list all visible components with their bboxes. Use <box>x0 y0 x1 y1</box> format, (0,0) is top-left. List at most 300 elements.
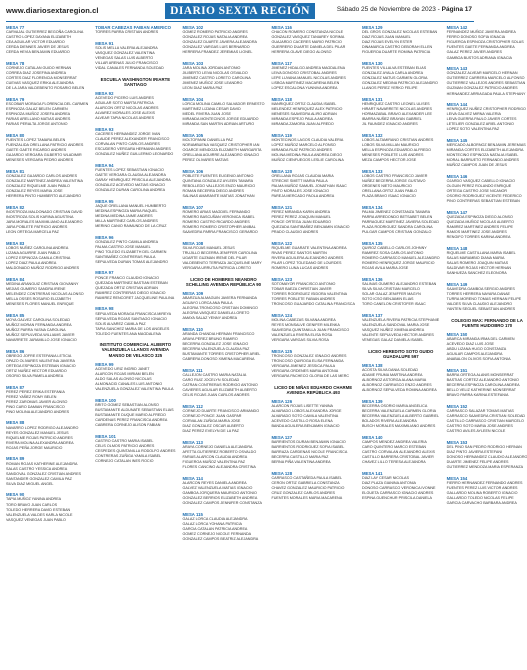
mesa-number: MESA 114 <box>182 475 203 481</box>
member-name: REYES MONSALVE GENIFER MILENKA <box>271 322 340 327</box>
member-name: CASTILLO CARRASCO CRISTIAN MARCELO <box>446 419 524 424</box>
member-name: BUSTAMANTE DUQUE MARIO ALFREDO <box>95 412 166 417</box>
member-name: CABRERA CORNEJO ALISON FABIAN <box>95 423 161 428</box>
member-name: SALAS ROMERO JOAQUIN MATIAS <box>446 261 509 266</box>
mesa-number: MESA 124 <box>271 312 293 318</box>
member-name: FARIAS ALARCON CLAUDIA ANDREA <box>182 455 248 460</box>
member-name: FUENTES MORALES MARIA MACARENA <box>271 496 343 501</box>
member-name: QUEZADA MARTINEZ BASTIAN ESTEBAN <box>95 280 168 285</box>
member-name: MEDEL RIVERA JUAN JOSE <box>182 112 231 117</box>
member-name: CORVALAN PINTO CARLOS ANDRES <box>95 141 160 146</box>
mesa-number: MESA 123 <box>271 276 293 282</box>
member-name: DIAZ LAY CESAR NICOLAS <box>361 475 409 480</box>
mesa-number: MESA 86 <box>6 348 25 354</box>
member-name: ROMERO LUNA LUCAS ANDRES <box>271 266 329 271</box>
member-name: VERGARA URRUTIA PATRICIA LORETO <box>182 266 251 271</box>
member-name: SANHUEZA SANCHEZ ELEONORA <box>446 271 507 276</box>
member-name: RIQUELME GUARATE VALENTINA ANDREA <box>271 245 347 250</box>
member-name: GONZALEZ BERRIOS ELIZABETH ANDREA <box>182 496 258 501</box>
mesa-block <box>6 456 88 487</box>
member-name: VALENZUELA VALDES KARLA NICOLE <box>6 512 73 517</box>
member-name: CERON ORTIZ GABRIELA CONSTANZA <box>271 480 340 485</box>
member-name: FUENZALIDA ORELLANA PATRICIO ANDRES <box>6 143 84 148</box>
member-name: PEREZ PEREZ ERIKA ESTEFANIA <box>6 389 65 394</box>
member-name: DEL GROS GONZALEZ NICOLAS ESTEBAN <box>361 30 438 35</box>
member-name: ROMERO CARRASCO MANUEL ALEJANDRO <box>361 256 440 260</box>
member-name: MIRANDA MONTECINOS JORGE EDUARDO <box>182 117 259 122</box>
school-heading: LICEO HEREDITO SOTO GUIDO GUADALUPE 597 <box>368 348 434 359</box>
mesa-block <box>271 133 354 164</box>
member-name: FARIAS PERALTA JORGE ANTONIO <box>6 122 68 127</box>
member-name: REBOLLEDO VALLEJOS ENZO MAURICIO <box>182 184 256 189</box>
member-name: CALLEJON CASTRO MARIA NATALIA <box>182 372 247 377</box>
mesa-block <box>6 241 88 272</box>
member-name: VALENZUELA SANDOVAL MARIA JOSE <box>361 322 430 327</box>
member-name: LEPE LUVANA MANUEL NICOLAS ANDRES <box>271 76 346 81</box>
member-name: SALAS CASTRO YESSICA ANDREA <box>6 466 68 471</box>
mesa-block <box>6 61 88 92</box>
member-name: GALAZ PEREZ JAVIER ANDRES <box>446 50 502 55</box>
member-name: BARRA ORTEGA ALANIS MONSERRAT <box>446 372 514 377</box>
member-name: LEIVA GALVEZ MIRNA VALERIA <box>446 112 501 117</box>
mesa-block <box>271 25 354 56</box>
member-name: CORNEJO DUARTE FRANCISCO ARMANDO <box>182 408 260 413</box>
column-3 <box>183 25 265 665</box>
member-name: MENESES FLORES MANUEL ENRIQUE <box>6 302 74 307</box>
mesa-block <box>6 25 88 56</box>
mesa-block <box>95 127 175 158</box>
mesa-block <box>95 25 175 35</box>
mesa-block <box>362 241 440 272</box>
member-name: INOSTROZA SOLIS KARINA AGUSTINA <box>6 214 74 219</box>
member-name: ACOSTA SILVA DANIA SOLEDAD <box>361 367 419 372</box>
member-name: OBREGO JOFRE ESTEFANIA LETICIA <box>6 353 72 358</box>
member-name: ALVARADO SOTO CAMILA VALENTINA <box>271 414 339 418</box>
mesa-block <box>183 241 265 272</box>
mesa-block <box>95 91 175 122</box>
mesa-number: MESA 131 <box>361 96 383 102</box>
member-name: PLAZA BRAVO ISAAC IGNACIO <box>361 194 416 199</box>
member-name: SANTIBAÑEZ CONTRERAS PAULA <box>95 254 156 259</box>
member-name: JIL FAUNDEZ IGNACIO ANDRES <box>361 122 418 127</box>
member-name: FIERRO HERNANDEZ FERNANDO ANDRES <box>446 480 523 485</box>
member-name: MANRIQUEZ ORTIZ CLAUDIA ISABEL <box>271 102 337 106</box>
mesa-block <box>447 174 527 205</box>
member-name: VALENTE SEPULVEDA HECTOR ANDRES <box>361 333 434 337</box>
member-name: HENRIQUEZ NUÑEZ CRISTOPHER RODRIGO <box>446 107 526 112</box>
mesa-block <box>271 205 354 236</box>
member-name: ORELLANA AGUIRRE ALEJANDRO IGNACIO <box>182 153 260 158</box>
mesa-number: MESA 153 <box>446 439 468 445</box>
column-2 <box>95 25 175 665</box>
member-name: GONZALEZ VARGAS LUIS BERNARDO <box>182 45 250 50</box>
mesa-block <box>362 25 440 56</box>
member-name: GOMEZ ROMERO PATRICIO ANDRES <box>182 30 248 35</box>
member-name: BRAVO PARRA KARINA ESTEFANIA <box>446 393 509 398</box>
member-name: PEREZ ZAROMAS JAVIER ALONSO <box>6 399 68 404</box>
mesa-number: MESA 119 <box>271 132 292 138</box>
mesa-number: MESA 149 <box>446 281 468 287</box>
member-name: HERNANDEZ ARRIAGADA PAULA STEPHANY <box>446 91 526 96</box>
member-name: GUERRERO DUARTE DANIELA DEL PILAR <box>271 45 346 50</box>
member-name: DIAZ ROJAS JUAN MANUEL <box>361 35 411 40</box>
member-name: RIVAS PEREZ SANTOS MARTIN <box>271 250 327 255</box>
member-name: SAAVEDRA GAMBOA SERGIO ANDRES <box>446 286 515 291</box>
member-name: MARTINEZ LIZANA CESAR DAVID <box>182 107 241 112</box>
member-name: ALMONACID CANALES LUIS ANTONIO <box>95 382 163 387</box>
mesa-block <box>271 277 354 308</box>
school-heading: LICEO DE HOMBRES NEANDRO SCHILLING AVENIDA REPÚBLICA 90 <box>185 276 262 287</box>
member-name: GALVEZ VALENZUELA MATIAS IGNACIO <box>182 485 253 490</box>
mesa-block <box>271 61 354 92</box>
mesa-number: MESA 103 <box>182 60 204 66</box>
member-name: TAPIA SANCHEZ MARIA DE LOS ANGELES <box>95 326 170 331</box>
mesa-block <box>447 66 527 97</box>
member-name: RAMOS MARTINEZ JOSE ANDRES <box>446 230 507 235</box>
mesa-block <box>271 349 354 380</box>
mesa-block <box>271 169 354 200</box>
member-name: HERRERA FRANDEZ JEREMIAS LIONEL <box>182 50 253 55</box>
member-name: NORAMBUENA VASQUEZ CRISTOPHER IAN <box>182 143 260 148</box>
member-name: VENEGAS SALAS LUIS ALBERTO <box>95 55 154 60</box>
mesa-block <box>95 41 175 72</box>
member-name: BARRAZA CARDENAS NICOLE FRANCISCA <box>271 449 348 454</box>
member-name: FERNANDEZ MUÑOZ JAVIERA ANDREA <box>446 30 516 35</box>
member-name: ACEVEDO DIAZ LUIS JOSE <box>446 342 495 347</box>
mesa-number: MESA 93 <box>95 126 114 132</box>
member-name: MIRANDA ZAMORA JUAN ALFREDO <box>271 122 334 127</box>
mesa-number: MESA 106 <box>182 168 204 174</box>
member-name: MENESES POBLETE LUIS ANDRES <box>361 153 424 158</box>
mesa-number: MESA 109 <box>182 290 204 296</box>
member-name: ALARCON ROJAS MIRIAM BELEN <box>95 371 154 376</box>
member-name: MEDINA ARANGUIZ CRISTIAN GIOVANNY <box>6 281 79 286</box>
member-name: GONZALEZ AYALA CARLA ANDREA <box>361 71 424 76</box>
mesa-number: MESA 151 <box>446 367 468 373</box>
mesa-number: MESA 144 <box>446 102 468 107</box>
member-name: ESPINOZA GALAZ BELEN CARMEN <box>6 107 68 112</box>
member-name: BECERRA GONZALEZ JOSE IGNACIO <box>182 342 249 347</box>
member-name: QUEZADA ESPINOZA DIEGO ALONSO <box>446 214 513 219</box>
mesa-block <box>362 277 440 308</box>
member-name: ROJAS AVILA MARIA JOSE <box>361 266 409 271</box>
mesa-number: MESA 138 <box>361 362 383 368</box>
member-name: CORNEJO PONCE JUAN GASPAR <box>182 414 242 418</box>
member-name: HERRERA OLAVE DIEGO ALONSO <box>271 50 332 55</box>
mesa-block <box>271 471 354 502</box>
member-name: BASTIAS CORTEZ ALEJANDRO ANTONIO <box>446 378 519 383</box>
mesa-number: MESA 148 <box>446 245 468 251</box>
mesa-block <box>447 440 527 471</box>
member-name: MUÑOZ CAMPOS JUAN DE JESUS <box>446 163 507 168</box>
member-name: STRECKE SMETT MARIA PAULA <box>271 179 328 183</box>
mesa-block <box>183 97 265 128</box>
mesa-block <box>95 270 175 301</box>
mesa-number: MESA 115 <box>182 511 203 517</box>
mesa-number: MESA 128 <box>271 470 293 476</box>
mesa-number: MESA 129 <box>361 25 383 30</box>
mesa-number: MESA 91 <box>95 40 114 46</box>
member-name: LIZANA AGUIRRE JUAN PABLO <box>6 250 61 255</box>
member-name: VIDAL CANALES FERNANDA SOLEDAD <box>95 66 164 71</box>
member-name: MERCADO ALBORNOZ BENJAMIN JEREMIAS <box>446 143 526 148</box>
member-name: MUÑOZ SEPULVEDA WILLIAMS JAVIER <box>6 333 75 337</box>
member-name: PALMA MUÑOZ SAMUEL JONATHAN ISAAC <box>271 184 347 189</box>
member-name: DIAZ PLAZA GIANINA ANTONIA <box>361 480 416 485</box>
member-name: MOLINA CABEZAS SILVANA ANDREA <box>271 317 336 322</box>
member-name: CASTRO CASTRO MARIA ISABEL <box>95 438 154 443</box>
member-name: FIGUEROA DUARTE ROMINA PATRICIA <box>361 50 431 55</box>
member-name: ORDENES NIETO MAURICIO <box>361 184 412 189</box>
mesa-number: MESA 87 <box>6 384 25 390</box>
mesa-block <box>271 435 354 466</box>
member-name: JILIBERTO LEIVA NICOLAS OSVALDO <box>182 71 248 76</box>
mesa-block <box>362 205 440 236</box>
member-name: RIVERA AGUILERA ALEJANDRO ANDRES <box>271 256 344 260</box>
member-name: GONZALEZ CAMPOS JENNIFER CONSTANZA <box>182 501 262 506</box>
member-name: DE LA JARA VALDEBENITO ROSARIO BELEN <box>6 86 85 91</box>
member-name: GALAZ LORCA CLAUDIA ALEJANDRA <box>182 516 248 521</box>
school-heading: INSTITUTO COMERCIAL ALBERTO VALENZUELA LLANOS AVENIDA MANSO DE VELASCO 325 <box>99 342 172 358</box>
member-name: TAPIA MUÑOZ YANINA ANDREA <box>6 497 62 502</box>
member-name: ORELLANA ORTIZ JUAN PABLO <box>361 189 418 194</box>
member-name: GAJARDO VERGARA GILBERTO WLADIMIR <box>6 153 82 158</box>
member-name: OJARDO VASQUEZ CABELLO IGNACIO <box>446 179 516 183</box>
member-name: GUTIERREZ VALLEJOS ANDRES SEBASTIAN <box>446 81 526 86</box>
member-name: ROJAS PEÑA JORGE MAURICIO <box>6 445 63 450</box>
member-name: INOSTROZA MALDONADO CRISTIAN DAVID <box>6 209 83 214</box>
member-name: CARDENAS PEREZ FRANCISCA ANDREA <box>95 418 168 422</box>
member-name: TORRES RODRIGUEZ ISIDORA VALENTINA <box>271 291 348 296</box>
member-name: BERNA PIÑA VALENTINA ANDREA <box>271 460 331 465</box>
member-name: FUENTES PEREZ LUIS VICTOR ANDRES <box>446 485 518 490</box>
member-name: VERGARA JIMENEZ JESSICA PAULA <box>271 363 336 368</box>
member-name: CORVALAN ZUÑIGA MARIA JOSE <box>182 419 241 424</box>
mesa-block <box>6 169 88 200</box>
member-name: MIRANDA RUIZ PATRICIO ANDRES <box>271 148 332 153</box>
member-name: HENRIQUEZ CASTRO LEONEL ULISES <box>361 102 430 106</box>
mesa-block <box>95 434 175 465</box>
member-name: CUEVAS VASQUEZ ERIKA ALEJANDRA <box>6 81 74 86</box>
mesa-block <box>6 385 88 416</box>
mesa-number: MESA 125 <box>271 348 293 354</box>
member-name: DIAZ PEREZ EVELYN DE LA PAZ <box>182 429 239 434</box>
member-name: CASTRO LOPEZ DAYANA ELIZABETH <box>6 35 72 40</box>
member-name: JARA MOLINA JORDAN ANTONIO <box>182 66 241 71</box>
member-name: ABARZUA ALMAGUIN JAVIERA FERNANDA <box>182 295 258 300</box>
date-text: Sábado 25 de Noviembre de 2023 - <box>336 6 442 13</box>
member-name: CABRERA DONOSO XIMENA MACARENA <box>182 357 255 362</box>
mesa-number: MESA 105 <box>182 132 204 138</box>
member-name: LEIVA DONOSO CRISTOBAL ANDRES <box>271 71 337 76</box>
member-name: CACERES HERNANDEZ JORGE IVAN <box>95 131 161 136</box>
member-name: LOPEZ SOTO VALENTINA PAZ <box>446 127 500 132</box>
page-date <box>337 6 472 13</box>
mesa-block <box>271 241 354 272</box>
member-name: PLAZA RODRIGUEZ SANDRA CAROLINA <box>361 225 433 230</box>
member-name: TORRES POBLETE FABIAN ANDRES <box>271 297 336 302</box>
mesa-block <box>362 399 440 430</box>
member-name: DIAZ GONZALEZ OSCAR ALBERTO <box>182 424 244 429</box>
member-name: MELENDEZ HENRIQUEZ ALEX PATRICIO <box>271 107 343 112</box>
member-name: REYES GONZALEZ MANUEL JESUS <box>6 430 69 435</box>
member-name: BARRIENTOS RODRIGUEZ SOFIA ISABEL <box>271 444 345 449</box>
member-name: PONCE FRANCO CLAUDIO IGNACIO <box>95 275 159 280</box>
mesa-number: MESA 101 <box>95 433 116 439</box>
mesa-block <box>271 313 354 344</box>
member-name: SEPULVEDA MORAGA FRANCISCA MIREYA <box>95 311 172 316</box>
member-name: JAQUE ORELLANA MANUEL HUMBERTO <box>95 203 167 208</box>
school-heading: ESCUELA WASHINGTON IRIARTE SANTIAGO <box>100 76 171 87</box>
member-name: GONZALEZ GAJARDO CARLOS ANDRES <box>6 173 78 178</box>
mesa-number: MESA 102 <box>182 25 204 30</box>
member-name: ALDO SALAS ALONSO NICOLAS <box>95 376 152 381</box>
mesa-block <box>183 404 265 435</box>
member-name: VERGARA ORDENES MARIA ANTONIA <box>271 368 339 373</box>
member-name: CARVAJAL GUTIERREZ BEGOÑA CAROLINA <box>6 30 84 35</box>
mesa-number: MESA 82 <box>6 204 25 210</box>
member-name: GAMBOA BUSTOS ADRIANA IGNACIA <box>446 55 512 60</box>
member-name: GARCIA CATALAN PATRICIA ANDREA <box>182 526 248 531</box>
member-name: ACEVEDO CASTILLO ROSA ELENA <box>271 419 333 424</box>
mesa-block <box>447 368 527 399</box>
member-name: QUINTANA GONZALEZ AYLEEN TAMARA <box>182 179 254 183</box>
mesa-block <box>447 404 527 435</box>
member-name: GAMBOA JORQUERA MAURICIO ANTONIO <box>182 491 257 495</box>
member-name: LOPEZ MUÑOZ MARCELO ALFONSO <box>271 143 336 148</box>
member-name: LETELIER GONZALEZ ARIEL ANTONIO <box>446 122 514 127</box>
mesa-number: MESA 117 <box>271 60 292 66</box>
member-name: ALARCON ROJAS LISETTE YANINA <box>271 403 334 408</box>
mesa-block <box>447 332 527 363</box>
member-name: MIRANDA ESPEJO PAULA ANDREA <box>271 117 333 122</box>
member-name: GAETE GAETE RICARDO ANDRES <box>6 148 67 153</box>
member-name: BUSCH MORALES MAXIMILIANO ANDRES <box>361 424 436 429</box>
member-name: SILVA ROJAS MANUEL JESUS <box>182 245 235 250</box>
member-name: PILAR LOPEZ TOLEDANO DE LOURDES <box>271 261 342 266</box>
member-name: CASTRO AVILES AYLEEN NICOLE <box>446 429 506 434</box>
member-name: PEREZ YAÑEZ ROMY BELEN <box>6 394 57 399</box>
member-name: CAMPOS MENDEZ ANDREA VALERIA <box>361 439 427 444</box>
member-name: FUENTES VILLALVA ESTEBAN ELIAS <box>361 66 427 71</box>
member-name: CHAVEZ GONZALEZ MAURICIO PATRICIO <box>271 485 345 490</box>
member-name: ROMERO ARIAS MAGDIEL FERNANDO <box>182 209 251 214</box>
mesa-number: MESA 130 <box>361 60 383 66</box>
member-name: BECERRA OSORIO MARIA ANGELICA <box>361 403 428 408</box>
member-name: FUENTES LOPEZ SEBASTIAN IGNACIO <box>95 167 164 172</box>
member-name: GONZALEZ CAMPOS BEATRIZ ALEJANDRA <box>182 537 259 542</box>
member-name: MELENDEZ CONTRERAS NICOLAS ALONSO <box>6 291 84 296</box>
member-name: GONZALEZ DUARTE JAVIERA ALEJANDRA <box>182 40 257 45</box>
member-name: VALDES SILVA CLAUDIO ALEJANDRO <box>446 302 513 307</box>
member-name: RIQUELME ROJAS PATRICIO ANDRES <box>6 435 73 440</box>
member-name: SOTOMAYOR FRANCISCO ANTONIO <box>271 281 336 286</box>
member-name: JARA MORALES MAXIMILIANO ALEJANDRO <box>6 220 83 225</box>
member-name: ALARCON ORTIZ NICOLAS ANDRES <box>95 106 159 110</box>
member-name: ROMAN ROJAS KATHERINE ALEJANDRA <box>6 461 78 466</box>
member-name: POBLETE FUENTES EUGENIO ANTONIO <box>182 173 254 178</box>
member-name: GARCIA CARVACHO BARBARA ANDREA <box>446 501 517 506</box>
mesa-block <box>183 61 265 92</box>
member-name: HERRERA PINTO HUMBERTO ALEJANDRO <box>6 194 81 199</box>
member-name: VASQUEZ NUÑEZ XIMENA ANDREA <box>361 327 425 332</box>
member-name: ARAYA PEREZ BRUNO RAMIRO <box>182 337 238 341</box>
member-name: BUSTAMANTE ALDUNATE SEBASTIAN ELIAS <box>95 407 174 412</box>
mesa-number: MESA 143 <box>446 66 468 72</box>
mesa-number: MESA 139 <box>361 398 383 404</box>
member-name: GONZALEZ VASQUEZ TANIAREY SORIMA <box>271 35 345 40</box>
member-name: YANTEN SEGUEL SEBASTIAN ANDRES <box>446 307 516 312</box>
member-name: ACEVEDO URIZ INGRID JANET <box>95 366 150 371</box>
member-name: JIMENEZ MUÑOZ JOSE LEANDRO <box>182 81 243 86</box>
member-name: RIVERA MOLINA ALEXANDRA ANDREA <box>6 440 74 445</box>
member-name: ABARCA MIRANDA IRMA DEL CARMEN <box>446 337 515 341</box>
member-name: ALBORNOZ ASTORGA ALANA MARIA <box>361 378 427 383</box>
member-name: VILLAR ARENAS JULIO FRANCISCO <box>95 60 159 65</box>
member-name: GONZALEZ RIQUELME JUAN PABLO <box>6 184 70 189</box>
member-name: ROMERO ROMERO CRISTOPHER ANIBAL <box>182 225 256 230</box>
column-5 <box>362 25 440 665</box>
member-name: AMAYA SALAZ YENNY ANDREA <box>182 316 238 321</box>
member-name: GONZALEZ MARTINEZ ANDREA VALENTINA <box>6 179 83 183</box>
member-name: OGARCE MENDOZA ELIZABETH MARGARITA <box>182 148 262 153</box>
mesa-number: MESA 77 <box>6 25 25 30</box>
member-name: LEIVA GUERRA PAULO JAVIER CORTES <box>446 117 517 122</box>
mesa-block <box>183 291 265 322</box>
member-name: ELGUETA CARRASCO IGNACIO ANDRES <box>361 491 434 495</box>
school-heading: LICEO DE NIÑAS EDUARDO CHARME AVENIDA REPÚBLICA 493 <box>274 384 353 395</box>
member-name: GONZALEZ DURAN CAROLINA ANDREA <box>95 188 166 193</box>
member-name: FERRO DONOSO SOFIA IGNACIA <box>446 35 506 40</box>
member-name: ARANDA CHANDIA HERNAN FRANCISCO <box>182 331 255 336</box>
member-name: PINO TOLEDO ELIZABETH DEL CARMEN <box>95 249 167 254</box>
mesa-number: MESA 134 <box>361 204 383 210</box>
member-name: DONOSO HERNANDEZ CLAUDIO ALEJANDRO <box>446 455 527 460</box>
member-name: CARRASCO SAAVEDRA CRISTIAN SOLEDAD <box>446 414 526 418</box>
mesa-block <box>362 169 440 200</box>
member-name: MEDINA ESPINOZA MARIA RAQUEL <box>95 208 158 213</box>
member-name: OPAZO OLIVARES VALENTINA JAVIERA <box>6 358 75 363</box>
member-name: OSORIO RODRIGUEZ VICENTE FEDERICO <box>446 194 522 199</box>
mesa-number: MESA 122 <box>271 240 293 246</box>
member-name: MERINO CANIO RAIMUNDO DE LA CRUZ <box>95 224 167 229</box>
member-name: RAMIREZ MARTINEZ ANDRES FELIPE <box>446 225 513 230</box>
member-name: CARRASCO CASTAÑEDA PAULA ISABEL <box>271 475 343 480</box>
member-name: BECERRA VALENZUELA CARMEN GLORIA <box>361 408 437 413</box>
member-name: ALEGRIA VASQUEZ DANIELA LORETO <box>182 311 250 316</box>
member-name: DINAMARCA CASTRO DEBORAH ELLEN <box>361 45 433 50</box>
mesa-block <box>362 61 440 92</box>
member-name: CARO RUIZ JOCELYN SOLEDAD <box>182 378 240 383</box>
member-name: MEDINA MEDINA JAIME ANDRES <box>95 213 153 218</box>
member-name: LOBOS NUÑEZ CAROLINA ANDREA <box>6 245 69 250</box>
mesa-number: MESA 108 <box>182 240 204 246</box>
site-url[interactable]: www.diariosextaregion.cl <box>6 6 99 15</box>
mesa-number: MESA 85 <box>6 312 25 318</box>
mesa-block <box>183 440 265 471</box>
member-name: TOLEDO HERRERA DAVID ESTEBAN <box>6 507 71 512</box>
member-name: TOLEDO FUENTES ANA MAGDALENA <box>95 331 161 336</box>
member-name: JARA POBLETE PATRICIO ANDRES <box>6 225 68 230</box>
member-name: BECERRA CASTILLO MARIA PAZ <box>271 455 329 460</box>
member-name: CASTILLO BARRERA CRISTOBAL JAVIER <box>361 455 434 460</box>
member-name: SILVA SILVA CRISTIAN MARCELO <box>361 286 420 291</box>
header-divider <box>6 21 474 22</box>
mesa-number: MESA 107 <box>182 204 204 210</box>
mesa-number: MESA 137 <box>361 312 383 318</box>
member-name: MIRANDA SAN MARTIN ADRIAN ARTURO <box>182 122 255 127</box>
member-name: BARRIENTOS DURAN BENJAMIN IGNACIO <box>271 439 346 444</box>
